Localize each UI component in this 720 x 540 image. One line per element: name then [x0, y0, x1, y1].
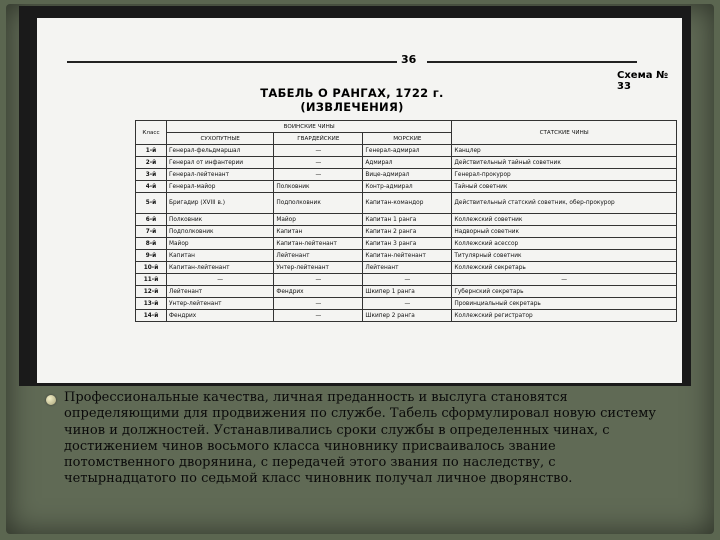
- table-subtitle: (ИЗВЛЕЧЕНИЯ): [300, 100, 404, 114]
- header-class: Класс: [136, 121, 167, 145]
- table-row: [136, 214, 677, 226]
- class-cell: 14-й: [136, 310, 167, 322]
- land-rank-cell: Генерал-лейтенант: [167, 169, 274, 181]
- class-cell: 4-й: [136, 181, 167, 193]
- naval-rank-cell: Шкипер 2 ранга: [363, 310, 452, 322]
- civil-rank-cell: Коллежский асессор: [452, 238, 677, 250]
- class-cell: 12-й: [136, 286, 167, 298]
- land-rank-cell: Капитан-лейтенант: [167, 262, 274, 274]
- civil-rank-cell: Надворный советник: [452, 226, 677, 238]
- civil-rank-cell: Коллежский советник: [452, 214, 677, 226]
- class-cell: 8-й: [136, 238, 167, 250]
- civil-rank-cell: Действительный тайный советник: [452, 157, 677, 169]
- guard-rank-cell: Фендрих: [274, 286, 363, 298]
- civil-rank-cell: Коллежский регистратор: [452, 310, 677, 322]
- land-rank-cell: Капитан: [167, 250, 274, 262]
- table-row: [136, 169, 677, 181]
- guard-rank-cell: —: [274, 298, 363, 310]
- land-rank-cell: Майор: [167, 238, 274, 250]
- table-row: [136, 145, 677, 157]
- land-rank-cell: Генерал-фельдмаршал: [167, 145, 274, 157]
- guard-rank-cell: Подполковник: [274, 193, 363, 214]
- guard-rank-cell: —: [274, 145, 363, 157]
- civil-rank-cell: Титулярный советник: [452, 250, 677, 262]
- civil-rank-cell: —: [452, 274, 677, 286]
- class-cell: 2-й: [136, 157, 167, 169]
- class-cell: 1-й: [136, 145, 167, 157]
- table-row: [136, 226, 677, 238]
- naval-rank-cell: Капитан-командор: [363, 193, 452, 214]
- table-title: ТАБЕЛЬ О РАНГАХ, 1722 г.: [260, 86, 444, 100]
- class-cell: 11-й: [136, 274, 167, 286]
- guard-rank-cell: Капитан-лейтенант: [274, 238, 363, 250]
- civil-rank-cell: Коллежский секретарь: [452, 262, 677, 274]
- guard-rank-cell: Капитан: [274, 226, 363, 238]
- guard-rank-cell: —: [274, 274, 363, 286]
- header-civil: СТАТСКИЕ ЧИНЫ: [452, 121, 677, 145]
- header-land: СУХОПУТНЫЕ: [167, 133, 274, 145]
- naval-rank-cell: Генерал-адмирал: [363, 145, 452, 157]
- guard-rank-cell: Полковник: [274, 181, 363, 193]
- civil-rank-cell: Губернский секретарь: [452, 286, 677, 298]
- guard-rank-cell: Лейтенант: [274, 250, 363, 262]
- table-row: [136, 250, 677, 262]
- table-row: [136, 310, 677, 322]
- naval-rank-cell: Вице-адмирал: [363, 169, 452, 181]
- scheme-label: Схема № 33: [617, 70, 669, 92]
- naval-rank-cell: Шкипер 1 ранга: [363, 286, 452, 298]
- land-rank-cell: Унтер-лейтенант: [167, 298, 274, 310]
- naval-rank-cell: —: [363, 274, 452, 286]
- naval-rank-cell: Капитан-лейтенант: [363, 250, 452, 262]
- land-rank-cell: —: [167, 274, 274, 286]
- page-number: 36: [397, 53, 420, 66]
- naval-rank-cell: Адмирал: [363, 157, 452, 169]
- land-rank-cell: Фендрих: [167, 310, 274, 322]
- table-row: [136, 298, 677, 310]
- class-cell: 6-й: [136, 214, 167, 226]
- civil-rank-cell: Генерал-прокурор: [452, 169, 677, 181]
- table-row: [136, 181, 677, 193]
- guard-rank-cell: —: [274, 169, 363, 181]
- land-rank-cell: Генерал от инфантерии: [167, 157, 274, 169]
- naval-rank-cell: Капитан 1 ранга: [363, 214, 452, 226]
- naval-rank-cell: Контр-адмирал: [363, 181, 452, 193]
- page-number-row: [67, 54, 637, 68]
- table-row: [136, 274, 677, 286]
- land-rank-cell: Бригадир (XVIII в.): [167, 193, 274, 214]
- table-row: [136, 262, 677, 274]
- class-cell: 9-й: [136, 250, 167, 262]
- civil-rank-cell: Провинциальный секретарь: [452, 298, 677, 310]
- header-naval: МОРСКИЕ: [363, 133, 452, 145]
- bullet-text: Профессиональные качества, личная преданность и выслуга становятся определяющими для продвижения по службе. Табель сформулировал новую систему чинов и должностей. Устанавливались сроки службы в определенных чинах, с достижением чинов восьмого класса чиновнику присваивалось звание потомственного дворянина, с передачей этого звания по наследству, с четырнадцатого по седьмой класс чиновник получал личное дворянство.: [64, 390, 656, 487]
- header-military: ВОИНСКИЕ ЧИНЫ: [167, 121, 452, 133]
- land-rank-cell: Полковник: [167, 214, 274, 226]
- class-cell: 10-й: [136, 262, 167, 274]
- table-row: [136, 157, 677, 169]
- class-cell: 13-й: [136, 298, 167, 310]
- guard-rank-cell: —: [274, 157, 363, 169]
- guard-rank-cell: Унтер-лейтенант: [274, 262, 363, 274]
- naval-rank-cell: Лейтенант: [363, 262, 452, 274]
- civil-rank-cell: Канцлер: [452, 145, 677, 157]
- table-row: [136, 193, 677, 214]
- header-guard: ГВАРДЕЙСКИЕ: [274, 133, 363, 145]
- scanned-page-image: [19, 6, 691, 386]
- naval-rank-cell: Капитан 2 ранга: [363, 226, 452, 238]
- bullet-icon: [46, 395, 56, 405]
- class-cell: 3-й: [136, 169, 167, 181]
- land-rank-cell: Генерал-майор: [167, 181, 274, 193]
- guard-rank-cell: —: [274, 310, 363, 322]
- naval-rank-cell: —: [363, 298, 452, 310]
- scanned-page: [37, 18, 682, 383]
- class-cell: 5-й: [136, 193, 167, 214]
- civil-rank-cell: Действительный статский советник, обер-прокурор: [452, 193, 677, 214]
- table-row: [136, 238, 677, 250]
- civil-rank-cell: Тайный советник: [452, 181, 677, 193]
- guard-rank-cell: Майор: [274, 214, 363, 226]
- land-rank-cell: Подполковник: [167, 226, 274, 238]
- class-cell: 7-й: [136, 226, 167, 238]
- ranks-table: [135, 120, 677, 322]
- naval-rank-cell: Капитан 3 ранга: [363, 238, 452, 250]
- land-rank-cell: Лейтенант: [167, 286, 274, 298]
- table-row: [136, 286, 677, 298]
